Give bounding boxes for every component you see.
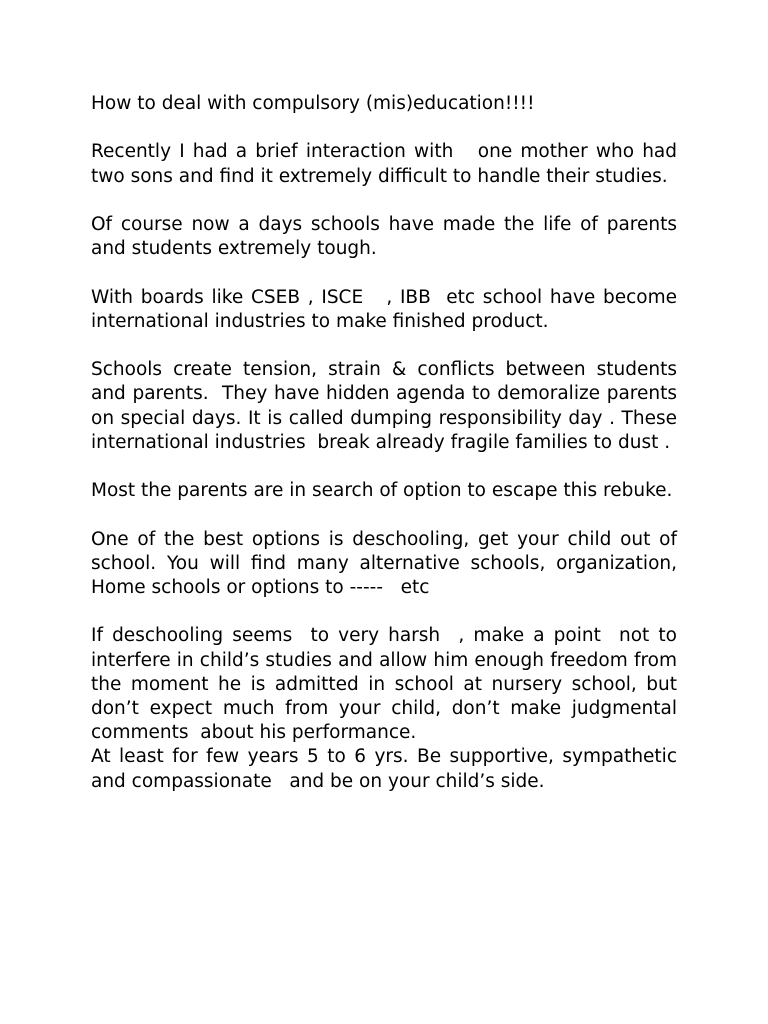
paragraph-schools-tough: Of course now a days schools have made the life of parents and students extremely tough. [91,213,683,260]
paragraph-deschooling: One of the best options is deschooling, get your child out of school. You will find many alternative schools, organization, Home schools or options to ----- etc [91,528,683,598]
paragraph-supportive: At least for few years 5 to 6 yrs. Be supportive, sympathetic and compassionate and be on your child’s side. [91,746,683,792]
document-page [91,92,689,818]
paragraph-boards: With boards like CSEB , ISCE , IBB etc school have become international industries to make finished product. [91,286,683,332]
document-title: How to deal with compulsory (mis)education!!!! [91,93,535,114]
paragraph-escape: Most the parents are in search of option to escape this rebuke. [91,480,673,502]
paragraph-advice: If deschooling seems to very harsh , make a point not to interfere in child’s studies and allow him enough freedom from the moment he is admitted in school at nursery school, but don’t expect much from your child, don’t make judgmental comments about his performance. [91,625,689,744]
paragraph-interaction: Recently I had a brief interaction with one mother who had two sons and find it extremely difficult to handle their studies. [91,141,683,187]
paragraph-tension: Schools create tension, strain & conflicts between students and parents. They have hidden agenda to demoralize parents on special days. It is called dumping responsibility day . These international industries break already fragile families to dust . [91,359,683,453]
